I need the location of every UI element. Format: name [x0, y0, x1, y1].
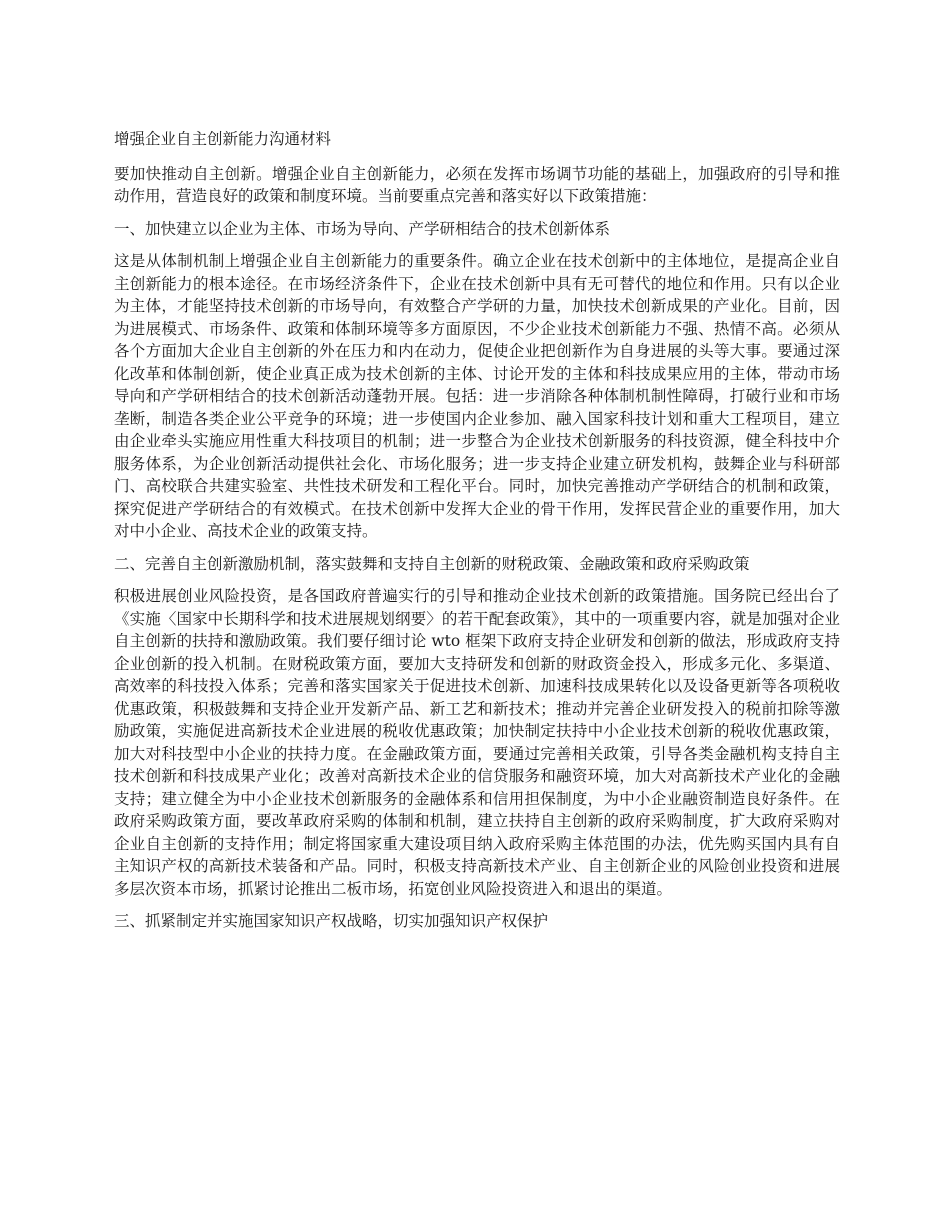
document-title: 增强企业自主创新能力沟通材料 [114, 130, 332, 148]
section-3-heading: 三、抓紧制定并实施国家知识产权战略，切实加强知识产权保护 [114, 912, 549, 930]
section-1-heading: 一、加快建立以企业为主体、市场为导向、产学研相结合的技术创新体系 [114, 219, 611, 238]
intro-paragraph: 要加快推动自主创新。增强企业自主创新能力，必须在发挥市场调节功能的基础上，加强政府的引导和推动作用，营造良好的政策和制度环境。当前要重点完善和落实好以下政策措施： [114, 164, 840, 205]
document-page [114, 128, 840, 943]
section-2-heading: 二、完善自主创新激励机制，落实鼓舞和支持自主创新的财税政策、金融政策和政府采购政策 [114, 554, 750, 573]
section-2-body: 积极进展创业风险投资，是各国政府普遍实行的引导和推动企业技术创新的政策措施。国务院已经出台了《实施〈国家中长期科学和技术进展规划纲要〉的若干配套政策》，其中的一项重要内容，就是加强对企业自主创新的扶持和激励政策。我们要仔细讨论 wto 框架下政府支持企业研发和创新的做法，形成政府支持企业创新的投入机制。在财税政策方面，要加大支持研发和创新的财政资金投入，形成多元化、多渠道、高效率的科技投入体系；完善和落实国家关于促进技术创新、加速科技成果转化以及设备更新等各项税收优惠政策，积极鼓舞和支持企业开发新产品、新工艺和新技术；推动并完善企业研发投入的税前扣除等激励政策，实施促进高新技术企业进展的税收优惠政策；加快制定扶持中小企业技术创新的税收优惠政策，加大对科技型中小企业的扶持力度。在金融政策方面，要通过完善相关政策，引导各类金融机构支持自主技术创新和科技成果产业化；改善对高新技术企业的信贷服务和融资环境，加大对高新技术产业化的金融支持；建立健全为中小企业技术创新服务的金融体系和信用担保制度，为中小企业融资制造良好条件。在政府采购政策方面，要改革政府采购的体制和机制，建立扶持自主创新的政府采购制度，扩大政府采购对企业自主创新的支持作用；制定将国家重大建设项目纳入政府采购主体范围的办法，优先购买国内具有自主知识产权的高新技术装备和产品。同时，积极支持高新技术产业、自主创新企业的风险创业投资和进展多层次资本市场，抓紧讨论推出二板市场，拓宽创业风险投资进入和退出的渠道。 [114, 587, 840, 898]
section-1-body: 这是从体制机制上增强企业自主创新能力的重要条件。确立企业在技术创新中的主体地位，是提高企业自主创新能力的根本途径。在市场经济条件下，企业在技术创新中具有无可替代的地位和作用。只有以企业为主体，才能坚持技术创新的市场导向，有效整合产学研的力量，加快技术创新成果的产业化。目前，因为进展模式、市场条件、政策和体制环境等多方面原因，不少企业技术创新能力不强、热情不高。必须从各个方面加大企业自主创新的外在压力和内在动力，促使企业把创新作为自身进展的头等大事。要通过深化改革和体制创新，使企业真正成为技术创新的主体、讨论开发的主体和科技成果应用的主体，带动市场导向和产学研相结合的技术创新活动蓬勃开展。包括：进一步消除各种体制机制性障碍，打破行业和市场垄断，制造各类企业公平竞争的环境；进一步使国内企业参加、融入国家科技计划和重大工程项目，建立由企业牵头实施应用性重大科技项目的机制；进一步整合为企业技术创新服务的科技资源，健全科技中介服务体系，为企业创新活动提供社会化、市场化服务；进一步支持企业建立研发机构，鼓舞企业与科研部门、高校联合共建实验室、共性技术研发和工程化平台。同时，加快完善推动产学研结合的机制和政策，探究促进产学研结合的有效模式。在技术创新中发挥大企业的骨干作用，发挥民营企业的重要作用，加大对中小企业、高技术企业的政策支持。 [114, 252, 840, 540]
